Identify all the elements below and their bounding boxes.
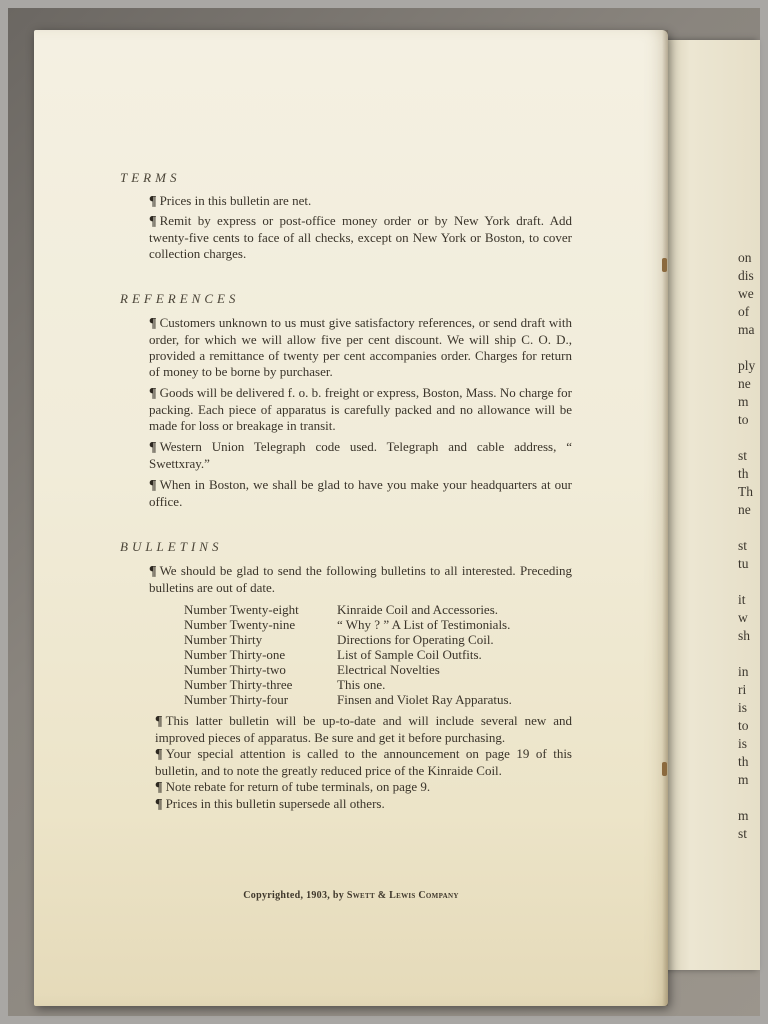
binding-staple	[662, 258, 667, 272]
facing-page-text: sh	[738, 628, 751, 643]
facing-page	[660, 40, 760, 970]
facing-page-text: we	[738, 286, 754, 301]
terms-paragraph: ¶ Remit by express or post-office money order or by New York draft. Add twenty-five cents to face of all checks, except on New York or Boston, to cover collection charges.	[149, 213, 572, 261]
pilcrow-icon: ¶	[149, 564, 157, 579]
bulletin-list-item: Number Twenty-eight Kinraide Coil and Accessories.	[184, 602, 499, 617]
facing-page-text: w	[738, 610, 748, 625]
facing-page-text: ne	[738, 376, 751, 391]
pilcrow-icon: ¶	[149, 478, 157, 493]
bulletins-intro: ¶ We should be glad to send the following bulletins to all interested. Preceding bulletins are out of date.	[149, 563, 572, 595]
bulletins-heading: BULLETINS	[120, 539, 223, 554]
pilcrow-icon: ¶	[155, 747, 163, 762]
references-paragraph: ¶ When in Boston, we shall be glad to have you make your headquarters at our office.	[149, 477, 572, 509]
bulletins-note: ¶ Your special attention is called to the announcement on page 19 of this bulletin, and to note the greatly reduced price of the Kinraide Coil.	[155, 746, 572, 778]
booklet-page	[34, 30, 668, 1006]
references-paragraph: ¶ Goods will be delivered f. o. b. freight or express, Boston, Mass. No charge for packing. Each piece of apparatus is carefully packed and no allowance will be made for loss or breakage in transit.	[149, 385, 572, 433]
facing-page-text: ne	[738, 502, 751, 517]
pilcrow-icon: ¶	[155, 714, 163, 729]
pilcrow-icon: ¶	[155, 797, 163, 812]
facing-page-text: to	[738, 412, 749, 427]
facing-page-text: ri	[738, 682, 747, 697]
references-paragraph: ¶ Customers unknown to us must give satisfactory references, or send draft with order, for which we will allow five per cent discount. We will ship C. O. D., provided a remittance of twenty per cent accompanies order. Charges for return of money to be borne by purchaser.	[149, 315, 572, 379]
pilcrow-icon: ¶	[149, 194, 157, 209]
facing-page-text: of	[738, 304, 750, 319]
facing-page-text: ma	[738, 322, 755, 337]
bulletins-note: ¶ This latter bulletin will be up-to-date and will include several new and improved pieces of apparatus. Be sure and get it before purchasing.	[155, 713, 572, 745]
facing-page-text: in	[738, 664, 749, 679]
facing-page-text: st	[738, 826, 748, 841]
bulletin-list-item: Number Twenty-nine “ Why ? ” A List of Testimonials.	[184, 617, 511, 632]
facing-page-text: m	[738, 772, 749, 787]
bulletin-list-item: Number Thirty-four Finsen and Violet Ray Apparatus.	[184, 692, 512, 707]
pilcrow-icon: ¶	[149, 386, 157, 401]
bulletin-list-item: Number Thirty-two Electrical Novelties	[184, 662, 440, 677]
facing-page-text: Th	[738, 484, 753, 499]
bulletins-note: ¶ Prices in this bulletin supersede all others.	[155, 796, 385, 812]
pilcrow-icon: ¶	[149, 316, 157, 331]
facing-page-text: to	[738, 718, 749, 733]
terms-heading: TERMS	[120, 170, 181, 185]
bulletin-list-item: Number Thirty Directions for Operating Coil.	[184, 632, 494, 647]
pilcrow-icon: ¶	[155, 780, 163, 795]
facing-page-text: st	[738, 538, 748, 553]
binding-staple	[662, 762, 667, 776]
pilcrow-icon: ¶	[149, 440, 157, 455]
facing-page-text: m	[738, 394, 749, 409]
facing-page-text: on	[738, 250, 752, 265]
facing-page-text: tu	[738, 556, 749, 571]
facing-page-text: m	[738, 808, 749, 823]
bulletin-list	[184, 602, 572, 707]
facing-page-text: th	[738, 466, 749, 481]
bulletin-list-item: Number Thirty-three This one.	[184, 677, 386, 692]
facing-page-text: st	[738, 448, 748, 463]
copyright-line: Copyrighted, 1903, by Swett & Lewis Company	[243, 890, 459, 901]
facing-page-text: dis	[738, 268, 754, 283]
facing-page-text: it	[738, 592, 746, 607]
bulletins-note: ¶ Note rebate for return of tube terminals, on page 9.	[155, 779, 431, 795]
company-name: Swett & Lewis Company	[346, 890, 459, 901]
facing-page-text: is	[738, 736, 748, 751]
facing-page-text: is	[738, 700, 748, 715]
facing-page-text: ply	[738, 358, 756, 373]
page-content	[122, 170, 572, 813]
facing-page-text: th	[738, 754, 749, 769]
bulletin-list-item: Number Thirty-one List of Sample Coil Outfits.	[184, 647, 482, 662]
terms-paragraph: ¶ Prices in this bulletin are net.	[149, 193, 312, 209]
pilcrow-icon: ¶	[149, 214, 157, 229]
references-heading: REFERENCES	[120, 291, 240, 306]
references-paragraph: ¶ Western Union Telegraph code used. Telegraph and cable address, “ Swettxray.”	[149, 439, 572, 471]
